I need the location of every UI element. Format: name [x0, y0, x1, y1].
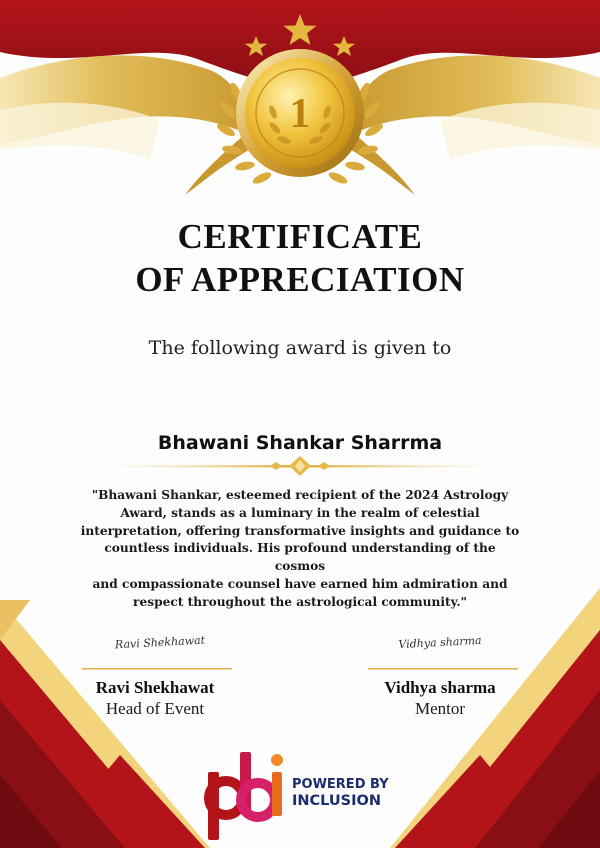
- citation-text: [80, 487, 520, 612]
- medal-number: 1: [289, 91, 311, 137]
- signature-left: Ravi Shekhawat: [114, 633, 206, 652]
- signature-right: Vidhya sharma: [398, 633, 482, 652]
- certificate-title-line1: CERTIFICATE: [177, 217, 423, 256]
- citation-line: interpretation, offering transformative insights and guidance to: [80, 523, 520, 538]
- signatory-name-right: Vidhya sharma: [384, 678, 496, 697]
- recipient-name: Bhawani Shankar Sharrma: [157, 432, 443, 454]
- medal-icon: [236, 49, 364, 177]
- citation-line: countless individuals. His profound understanding of the cosmos: [104, 541, 496, 574]
- logo-wordmark: [292, 777, 389, 809]
- pbi-logo-icon: [208, 752, 283, 840]
- signature-line-right: [368, 668, 518, 670]
- signature-line-left: [82, 668, 232, 670]
- citation-line: Award, stands as a luminary in the realm of celestial: [120, 505, 480, 520]
- award-subtitle: The following award is given to: [148, 337, 452, 359]
- logo-line2: INCLUSION: [292, 793, 381, 809]
- signatory-role-left: Head of Event: [105, 699, 205, 718]
- citation-line: and compassionate counsel have earned him admiration and: [92, 576, 508, 591]
- citation-line: "Bhawani Shankar, esteemed recipient of the 2024 Astrology: [91, 488, 509, 502]
- citation-line: respect throughout the astrological community.": [133, 594, 467, 609]
- signatory-role-right: Mentor: [414, 699, 466, 718]
- diamond-ornament-icon: [100, 456, 500, 476]
- signatory-name-left: Ravi Shekhawat: [95, 678, 215, 697]
- certificate-title-line2: OF APPRECIATION: [135, 260, 465, 299]
- logo-line1: POWERED BY: [292, 777, 389, 792]
